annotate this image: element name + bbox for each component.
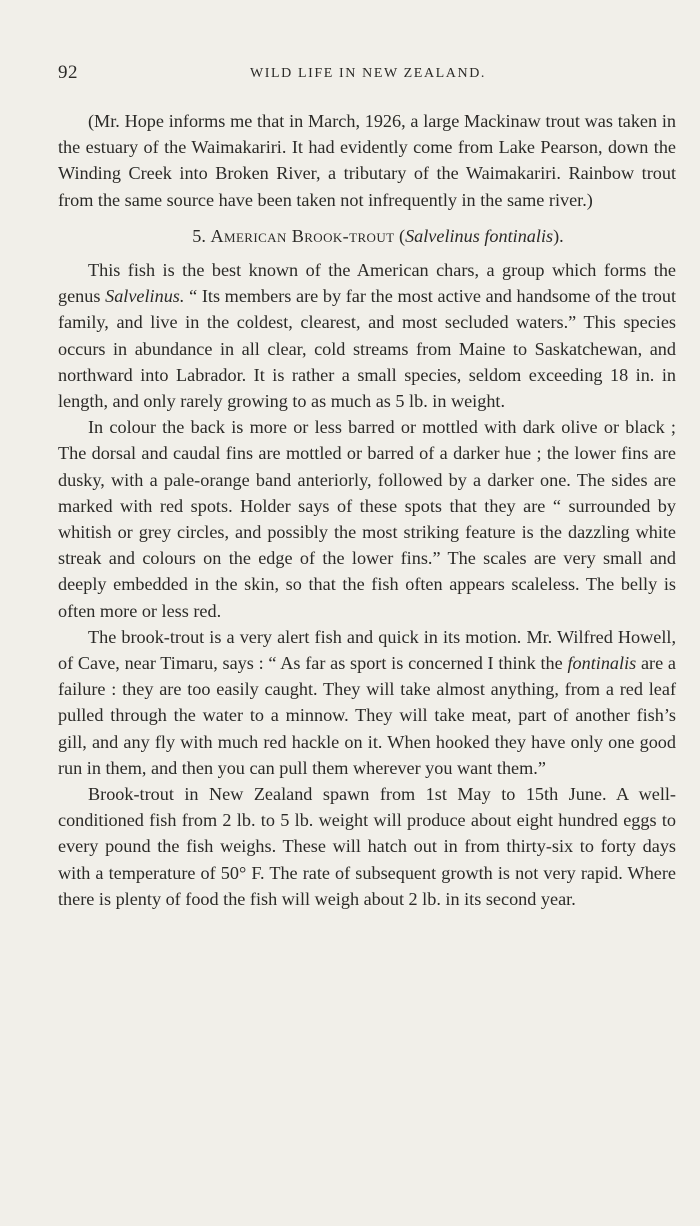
section-title: American Brook-trout	[210, 225, 395, 246]
paragraph-behaviour-part-b: are a failure : they are too easily caught. They will take almost anything, from a red leaf pulled through the water to a minnow. They will take meat, part of another fish’s gill, and any fly with much red hackle on it. When hooked they have only one good run in them, and then you can pull them wherever you want them.”	[58, 653, 676, 778]
paragraph-description	[58, 257, 676, 414]
paragraph-behaviour-part-a: The brook-trout is a very alert fish and quick in its motion. Mr. Wilfred Howell, of Cave, near Timaru, says : “ As far as sport is concerned I think the	[58, 626, 676, 674]
section-scientific-name: Salvelinus fontinalis	[405, 225, 554, 246]
running-title: WILD LIFE IN NEW ZEALAND.	[249, 66, 487, 81]
paragraph-colour: In colour the back is more or less barred or mottled with dark olive or black ; The dorsal and caudal fins are mottled or barred of a darker hue ; the lower fins are dusky, with a pale-orange band anteriorly, followed by a darker one. The sides are marked with red spots. Holder says of these spots that they are “ surrounded by whitish or grey circles, and possibly the most striking feature is the dazzling white streak and colours on the edge of the lower fins.” The scales are very small and deeply embedded in the skin, so that the fish often appears scaleless. The belly is often more or less red.	[58, 417, 676, 621]
paragraph-spawning: Brook-trout in New Zealand spawn from 1st May to 15th June. A well-conditioned fish from 2 lb. to 5 lb. weight will produce about eight hundred eggs to every pound the fish weighs. These will hatch out in from thirty-six to forty days with a temperature of 50° F. The rate of subsequent growth is not very rapid. Where there is plenty of food the fish will weigh about 2 lb. in its second year.	[58, 784, 676, 909]
note-paragraph: (Mr. Hope informs me that in March, 1926, a large Mackinaw trout was taken in the estuary of the Waimakariri. It had evidently come from Lake Pearson, down the Winding Creek into Broken River, a tributary of the Waimakariri. Rainbow trout from the same source have been taken not infrequently in the same river.)	[58, 111, 676, 210]
section-number: 5.	[192, 225, 206, 246]
section-open-paren: (	[399, 225, 406, 246]
paragraph-description-part-a: This fish is the best known of the American chars, a group which forms the genus	[58, 260, 676, 307]
paragraph-behaviour	[58, 624, 676, 781]
body-text	[58, 108, 676, 912]
section-heading	[58, 223, 676, 249]
species-name: fontinalis	[567, 653, 637, 674]
paragraph-description-part-b: “ Its members are by far the most active and handsome of the trout family, and live in the coldest, clearest, and most secluded waters.” This species occurs in abundance in all clear, cold streams from Maine to Saskatchewan, and northward into Labrador. It is rather a small species, seldom exceeding 18 in. in length, and only rarely growing to as much as 5 lb. in weight.	[58, 286, 677, 412]
running-header	[58, 62, 678, 88]
page-number: 92	[58, 62, 78, 83]
genus-name: Salvelinus.	[105, 286, 185, 307]
section-close-paren: ).	[553, 225, 564, 246]
